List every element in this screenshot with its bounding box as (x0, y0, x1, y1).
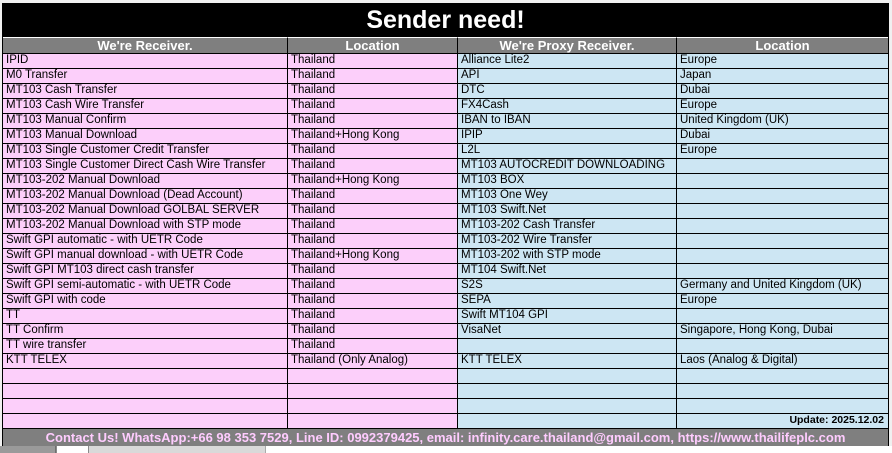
receiver-location-cell[interactable] (288, 414, 458, 429)
proxy-name-cell[interactable]: KTT TELEX (458, 354, 677, 369)
proxy-name-cell[interactable]: IBAN to IBAN (458, 114, 677, 129)
table-row (3, 54, 888, 69)
receiver-name-cell[interactable]: Swift GPI manual download - with UETR Code (3, 249, 288, 264)
receiver-name-cell[interactable]: Swift GPI with code (3, 294, 288, 309)
proxy-name-cell[interactable]: DTC (458, 84, 677, 99)
receiver-name-cell[interactable]: MT103 Cash Transfer (3, 84, 288, 99)
table-row (3, 414, 888, 429)
receiver-location-cell[interactable]: Thailand+Hong Kong (288, 249, 458, 264)
sheet-tab-active[interactable] (56, 446, 89, 453)
sheet-tab-scroll-area[interactable] (89, 446, 266, 453)
receiver-location-cell[interactable]: Thailand+Hong Kong (288, 129, 458, 144)
receiver-name-cell[interactable]: MT103 Manual Confirm (3, 114, 288, 129)
receiver-location-cell[interactable]: Thailand (288, 219, 458, 234)
proxy-location-cell[interactable]: Europe (677, 54, 888, 69)
table-row (3, 294, 888, 309)
receiver-location-cell[interactable]: Thailand (288, 99, 458, 114)
proxy-name-cell[interactable]: FX4Cash (458, 99, 677, 114)
receiver-location-cell[interactable] (288, 384, 458, 399)
proxy-name-cell[interactable]: MT103 Swift.Net (458, 204, 677, 219)
proxy-name-cell[interactable]: MT103-202 Cash Transfer (458, 219, 677, 234)
proxy-name-cell[interactable]: Alliance Lite2 (458, 54, 677, 69)
table-row (3, 204, 888, 219)
receiver-location-cell[interactable]: Thailand (288, 324, 458, 339)
receiver-location-cell[interactable]: Thailand (288, 144, 458, 159)
proxy-location-cell[interactable]: Singapore, Hong Kong, Dubai (677, 324, 888, 339)
receiver-location-cell[interactable]: Thailand (288, 84, 458, 99)
receiver-name-cell[interactable]: M0 Transfer (3, 69, 288, 84)
receiver-name-cell[interactable]: IPID (3, 54, 288, 69)
proxy-name-cell[interactable]: MT103-202 with STP mode (458, 249, 677, 264)
proxy-location-cell[interactable] (677, 369, 888, 384)
proxy-location-cell[interactable]: United Kingdom (UK) (677, 114, 888, 129)
table-row (3, 264, 888, 279)
proxy-location-cell[interactable]: Japan (677, 69, 888, 84)
table-row (3, 399, 888, 414)
receiver-location-cell[interactable]: Thailand (288, 279, 458, 294)
proxy-location-cell[interactable] (677, 159, 888, 174)
proxy-location-cell[interactable]: Germany and United Kingdom (UK) (677, 279, 888, 294)
proxy-name-cell[interactable] (458, 339, 677, 354)
proxy-location-cell[interactable] (677, 174, 888, 189)
receiver-name-cell[interactable]: MT103-202 Manual Download (3, 174, 288, 189)
receiver-name-cell[interactable]: MT103-202 Manual Download (Dead Account) (3, 189, 288, 204)
proxy-location-cell[interactable]: Europe (677, 144, 888, 159)
receiver-location-cell[interactable]: Thailand (288, 114, 458, 129)
table-row (3, 369, 888, 384)
proxy-location-cell[interactable]: Dubai (677, 84, 888, 99)
table-row (3, 219, 888, 234)
receiver-name-cell[interactable]: MT103-202 Manual Download GOLBAL SERVER (3, 204, 288, 219)
column-header-proxy-location[interactable]: Location (677, 37, 888, 54)
proxy-name-cell[interactable]: L2L (458, 144, 677, 159)
receiver-name-cell[interactable]: Swift GPI MT103 direct cash transfer (3, 264, 288, 279)
proxy-location-cell[interactable] (677, 204, 888, 219)
receiver-location-cell[interactable]: Thailand (288, 69, 458, 84)
receiver-location-cell[interactable]: Thailand (Only Analog) (288, 354, 458, 369)
table-row (3, 384, 888, 399)
table-row (3, 189, 888, 204)
receiver-location-cell[interactable]: Thailand+Hong Kong (288, 174, 458, 189)
receiver-location-cell[interactable]: Thailand (288, 264, 458, 279)
proxy-location-cell[interactable]: Dubai (677, 129, 888, 144)
receiver-name-cell[interactable]: MT103 Single Customer Direct Cash Wire Transfer (3, 159, 288, 174)
proxy-location-cell[interactable] (677, 219, 888, 234)
proxy-name-cell[interactable]: MT103 One Wey (458, 189, 677, 204)
proxy-name-cell[interactable]: S2S (458, 279, 677, 294)
receiver-name-cell[interactable]: Swift GPI semi-automatic - with UETR Code (3, 279, 288, 294)
proxy-name-cell[interactable]: SEPA (458, 294, 677, 309)
update-date-cell[interactable]: Update: 2025.12.02 (677, 414, 888, 429)
sheet-tab-bar (0, 446, 892, 453)
receiver-location-cell[interactable]: Thailand (288, 339, 458, 354)
table-row (3, 129, 888, 144)
receiver-name-cell[interactable]: MT103 Manual Download (3, 129, 288, 144)
receiver-name-cell[interactable]: MT103 Single Customer Credit Transfer (3, 144, 288, 159)
receiver-name-cell[interactable] (3, 399, 288, 414)
table-row (3, 69, 888, 84)
table-header-row (3, 37, 888, 54)
proxy-name-cell[interactable]: MT104 Swift.Net (458, 264, 677, 279)
table-body (3, 54, 888, 429)
table-row (3, 159, 888, 174)
proxy-location-cell[interactable] (677, 249, 888, 264)
proxy-location-cell[interactable] (677, 339, 888, 354)
table-row (3, 84, 888, 99)
receiver-name-cell[interactable] (3, 369, 288, 384)
table-row (3, 99, 888, 114)
table-row (3, 249, 888, 264)
sender-need-table (2, 3, 889, 448)
table-row (3, 114, 888, 129)
proxy-location-cell[interactable]: Europe (677, 99, 888, 114)
proxy-name-cell[interactable]: API (458, 69, 677, 84)
proxy-location-cell[interactable] (677, 234, 888, 249)
receiver-location-cell[interactable]: Thailand (288, 309, 458, 324)
receiver-location-cell[interactable]: Thailand (288, 189, 458, 204)
column-header-receiver-location[interactable]: Location (288, 37, 458, 54)
receiver-location-cell[interactable]: Thailand (288, 294, 458, 309)
receiver-name-cell[interactable]: TT (3, 309, 288, 324)
receiver-name-cell[interactable]: MT103 Cash Wire Transfer (3, 99, 288, 114)
page-title: Sender need! (3, 4, 888, 37)
receiver-location-cell[interactable] (288, 369, 458, 384)
proxy-name-cell[interactable] (458, 414, 677, 429)
proxy-name-cell[interactable]: MT103 AUTOCREDIT DOWNLOADING (458, 159, 677, 174)
proxy-name-cell[interactable]: IPIP (458, 129, 677, 144)
receiver-name-cell[interactable] (3, 384, 288, 399)
proxy-location-cell[interactable] (677, 189, 888, 204)
sheet-tab[interactable] (0, 446, 56, 453)
column-header-receiver[interactable]: We're Receiver. (3, 37, 288, 54)
receiver-name-cell[interactable]: Swift GPI automatic - with UETR Code (3, 234, 288, 249)
proxy-name-cell[interactable]: VisaNet (458, 324, 677, 339)
proxy-location-cell[interactable]: Europe (677, 294, 888, 309)
receiver-location-cell[interactable]: Thailand (288, 234, 458, 249)
receiver-name-cell[interactable]: TT wire transfer (3, 339, 288, 354)
receiver-name-cell[interactable] (3, 414, 288, 429)
receiver-location-cell[interactable]: Thailand (288, 159, 458, 174)
table-row (3, 144, 888, 159)
proxy-name-cell[interactable]: Swift MT104 GPI (458, 309, 677, 324)
receiver-name-cell[interactable]: TT Confirm (3, 324, 288, 339)
table-row (3, 324, 888, 339)
receiver-location-cell[interactable]: Thailand (288, 204, 458, 219)
table-row (3, 234, 888, 249)
table-row (3, 339, 888, 354)
table-row (3, 279, 888, 294)
proxy-name-cell[interactable] (458, 399, 677, 414)
column-header-proxy-receiver[interactable]: We're Proxy Receiver. (458, 37, 677, 54)
receiver-location-cell[interactable]: Thailand (288, 54, 458, 69)
proxy-location-cell[interactable] (677, 309, 888, 324)
proxy-name-cell[interactable]: MT103 BOX (458, 174, 677, 189)
table-row (3, 174, 888, 189)
table-row (3, 309, 888, 324)
receiver-location-cell[interactable] (288, 399, 458, 414)
table-row (3, 354, 888, 369)
receiver-name-cell[interactable]: KTT TELEX (3, 354, 288, 369)
proxy-name-cell[interactable] (458, 369, 677, 384)
proxy-location-cell[interactable] (677, 399, 888, 414)
proxy-name-cell[interactable] (458, 384, 677, 399)
proxy-location-cell[interactable] (677, 384, 888, 399)
receiver-name-cell[interactable]: MT103-202 Manual Download with STP mode (3, 219, 288, 234)
proxy-location-cell[interactable] (677, 264, 888, 279)
proxy-name-cell[interactable]: MT103-202 Wire Transfer (458, 234, 677, 249)
contact-footer: Contact Us! WhatsApp:+66 98 353 7529, Line ID: 0992379425, email: infinity.care.thailand@gmail.com, https://www.thailifeplc.com (3, 429, 888, 447)
proxy-location-cell[interactable]: Laos (Analog & Digital) (677, 354, 888, 369)
